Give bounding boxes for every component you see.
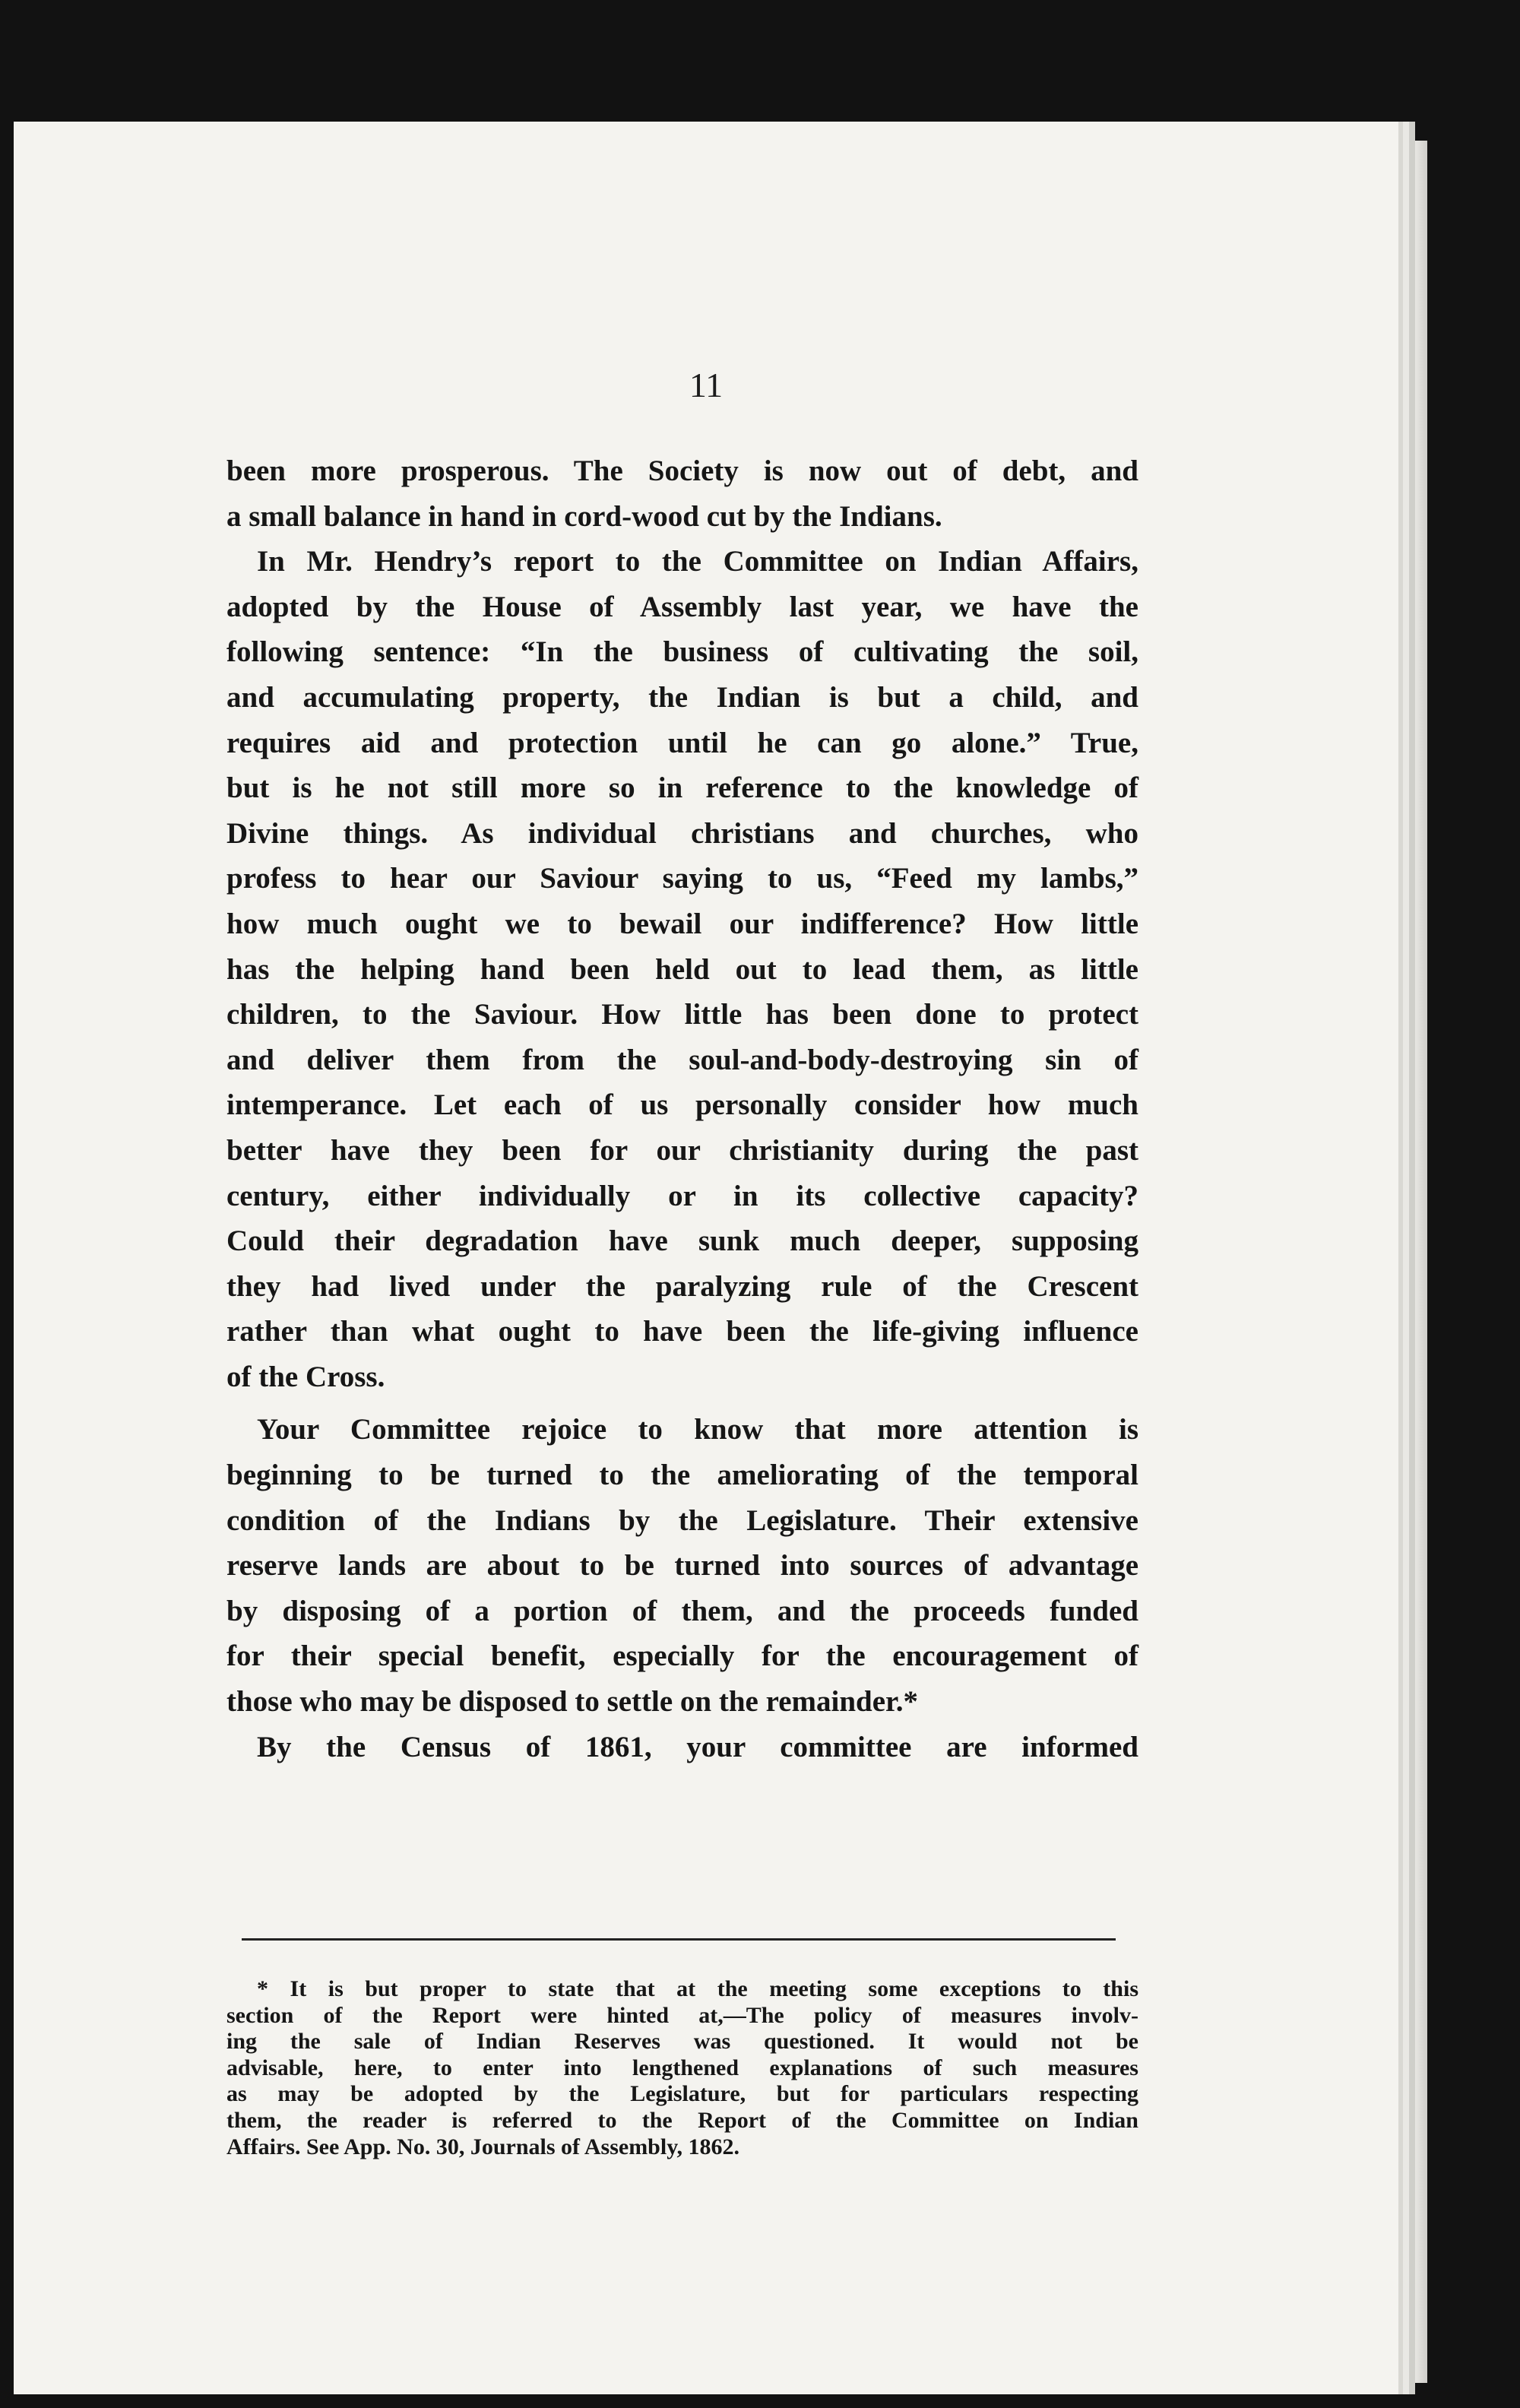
text-line: By the Census of 1861, your committee are informed xyxy=(257,1730,1138,1763)
text-line: beginning to be turned to the ameliorating of the temporal xyxy=(226,1459,1138,1492)
footnote-rule xyxy=(242,1938,1116,1941)
page-edge xyxy=(1398,141,1427,2383)
text-line: by disposing of a portion of them, and the proceeds funded xyxy=(226,1594,1138,1627)
text-line: how much ought we to bewail our indifference? How little xyxy=(226,907,1138,940)
text-line: reserve lands are about to be turned into sources of advantage xyxy=(226,1549,1138,1583)
footnote-line: section of the Report were hinted at,—The policy of measures involv- xyxy=(226,2002,1138,2028)
text-line: Could their degradation have sunk much deeper, supposing xyxy=(226,1225,1138,1258)
text-line: children, to the Saviour. How little has been done to protect xyxy=(226,998,1138,1031)
text-line: following sentence: “In the business of cultivating the soil, xyxy=(226,635,1138,669)
text-line: of the Cross. xyxy=(226,1360,385,1393)
text-line: and accumulating property, the Indian is but a child, and xyxy=(226,680,1138,714)
text-line: has the helping hand been held out to lead them, as little xyxy=(226,952,1138,986)
text-line: Your Committee rejoice to know that more attention is xyxy=(257,1413,1138,1446)
text-line: In Mr. Hendry’s report to the Committee on Indian Affairs, xyxy=(257,545,1138,578)
text-line: adopted by the House of Assembly last year, we have the xyxy=(226,590,1138,623)
text-line: been more prosperous. The Society is now out of debt, and xyxy=(226,455,1138,487)
footnote-line: * It is but proper to state that at the meeting some exceptions to this xyxy=(257,1976,1138,2001)
text-line: and deliver them from the soul-and-body-destroying sin of xyxy=(226,1043,1138,1076)
footnote-line: advisable, here, to enter into lengthened explanations of such measures xyxy=(226,2055,1138,2080)
text-line: profess to hear our Saviour saying to us, “Feed my lambs,” xyxy=(226,862,1138,895)
text-line: for their special benefit, especially for the encouragement of xyxy=(226,1640,1138,1673)
text-line: century, either individually or in its collective capacity? xyxy=(226,1179,1138,1212)
footnote xyxy=(226,1976,1138,2160)
text-line: Divine things. As individual christians and churches, who xyxy=(226,816,1138,850)
footnote-line: as may be adopted by the Legislature, but for particulars respecting xyxy=(226,2081,1138,2107)
body-text xyxy=(226,448,1138,1770)
text-line: condition of the Indians by the Legislature. Their extensive xyxy=(226,1503,1138,1537)
footnote-line: them, the reader is referred to the Report of the Committee on Indian xyxy=(226,2107,1138,2133)
text-line: but is he not still more so in reference to the knowledge of xyxy=(226,772,1138,805)
text-line: they had lived under the paralyzing rule of the Crescent xyxy=(226,1269,1138,1303)
footnote-line: ing the sale of Indian Reserves was questioned. It would not be xyxy=(226,2029,1138,2055)
text-line: rather than what ought to have been the life-giving influence xyxy=(226,1315,1138,1348)
book-page xyxy=(14,122,1398,2394)
text-line: requires aid and protection until he can go alone.” True, xyxy=(226,726,1138,759)
footnote-line: Affairs. See App. No. 30, Journals of Assembly, 1862. xyxy=(226,2134,740,2159)
text-line: intemperance. Let each of us personally consider how much xyxy=(226,1088,1138,1122)
page-number: 11 xyxy=(689,366,724,404)
text-line: better have they been for our christianity during the past xyxy=(226,1133,1138,1167)
text-line: those who may be disposed to settle on the remainder.* xyxy=(226,1685,919,1719)
text-line: a small balance in hand in cord-wood cut by the Indians. xyxy=(226,499,942,533)
